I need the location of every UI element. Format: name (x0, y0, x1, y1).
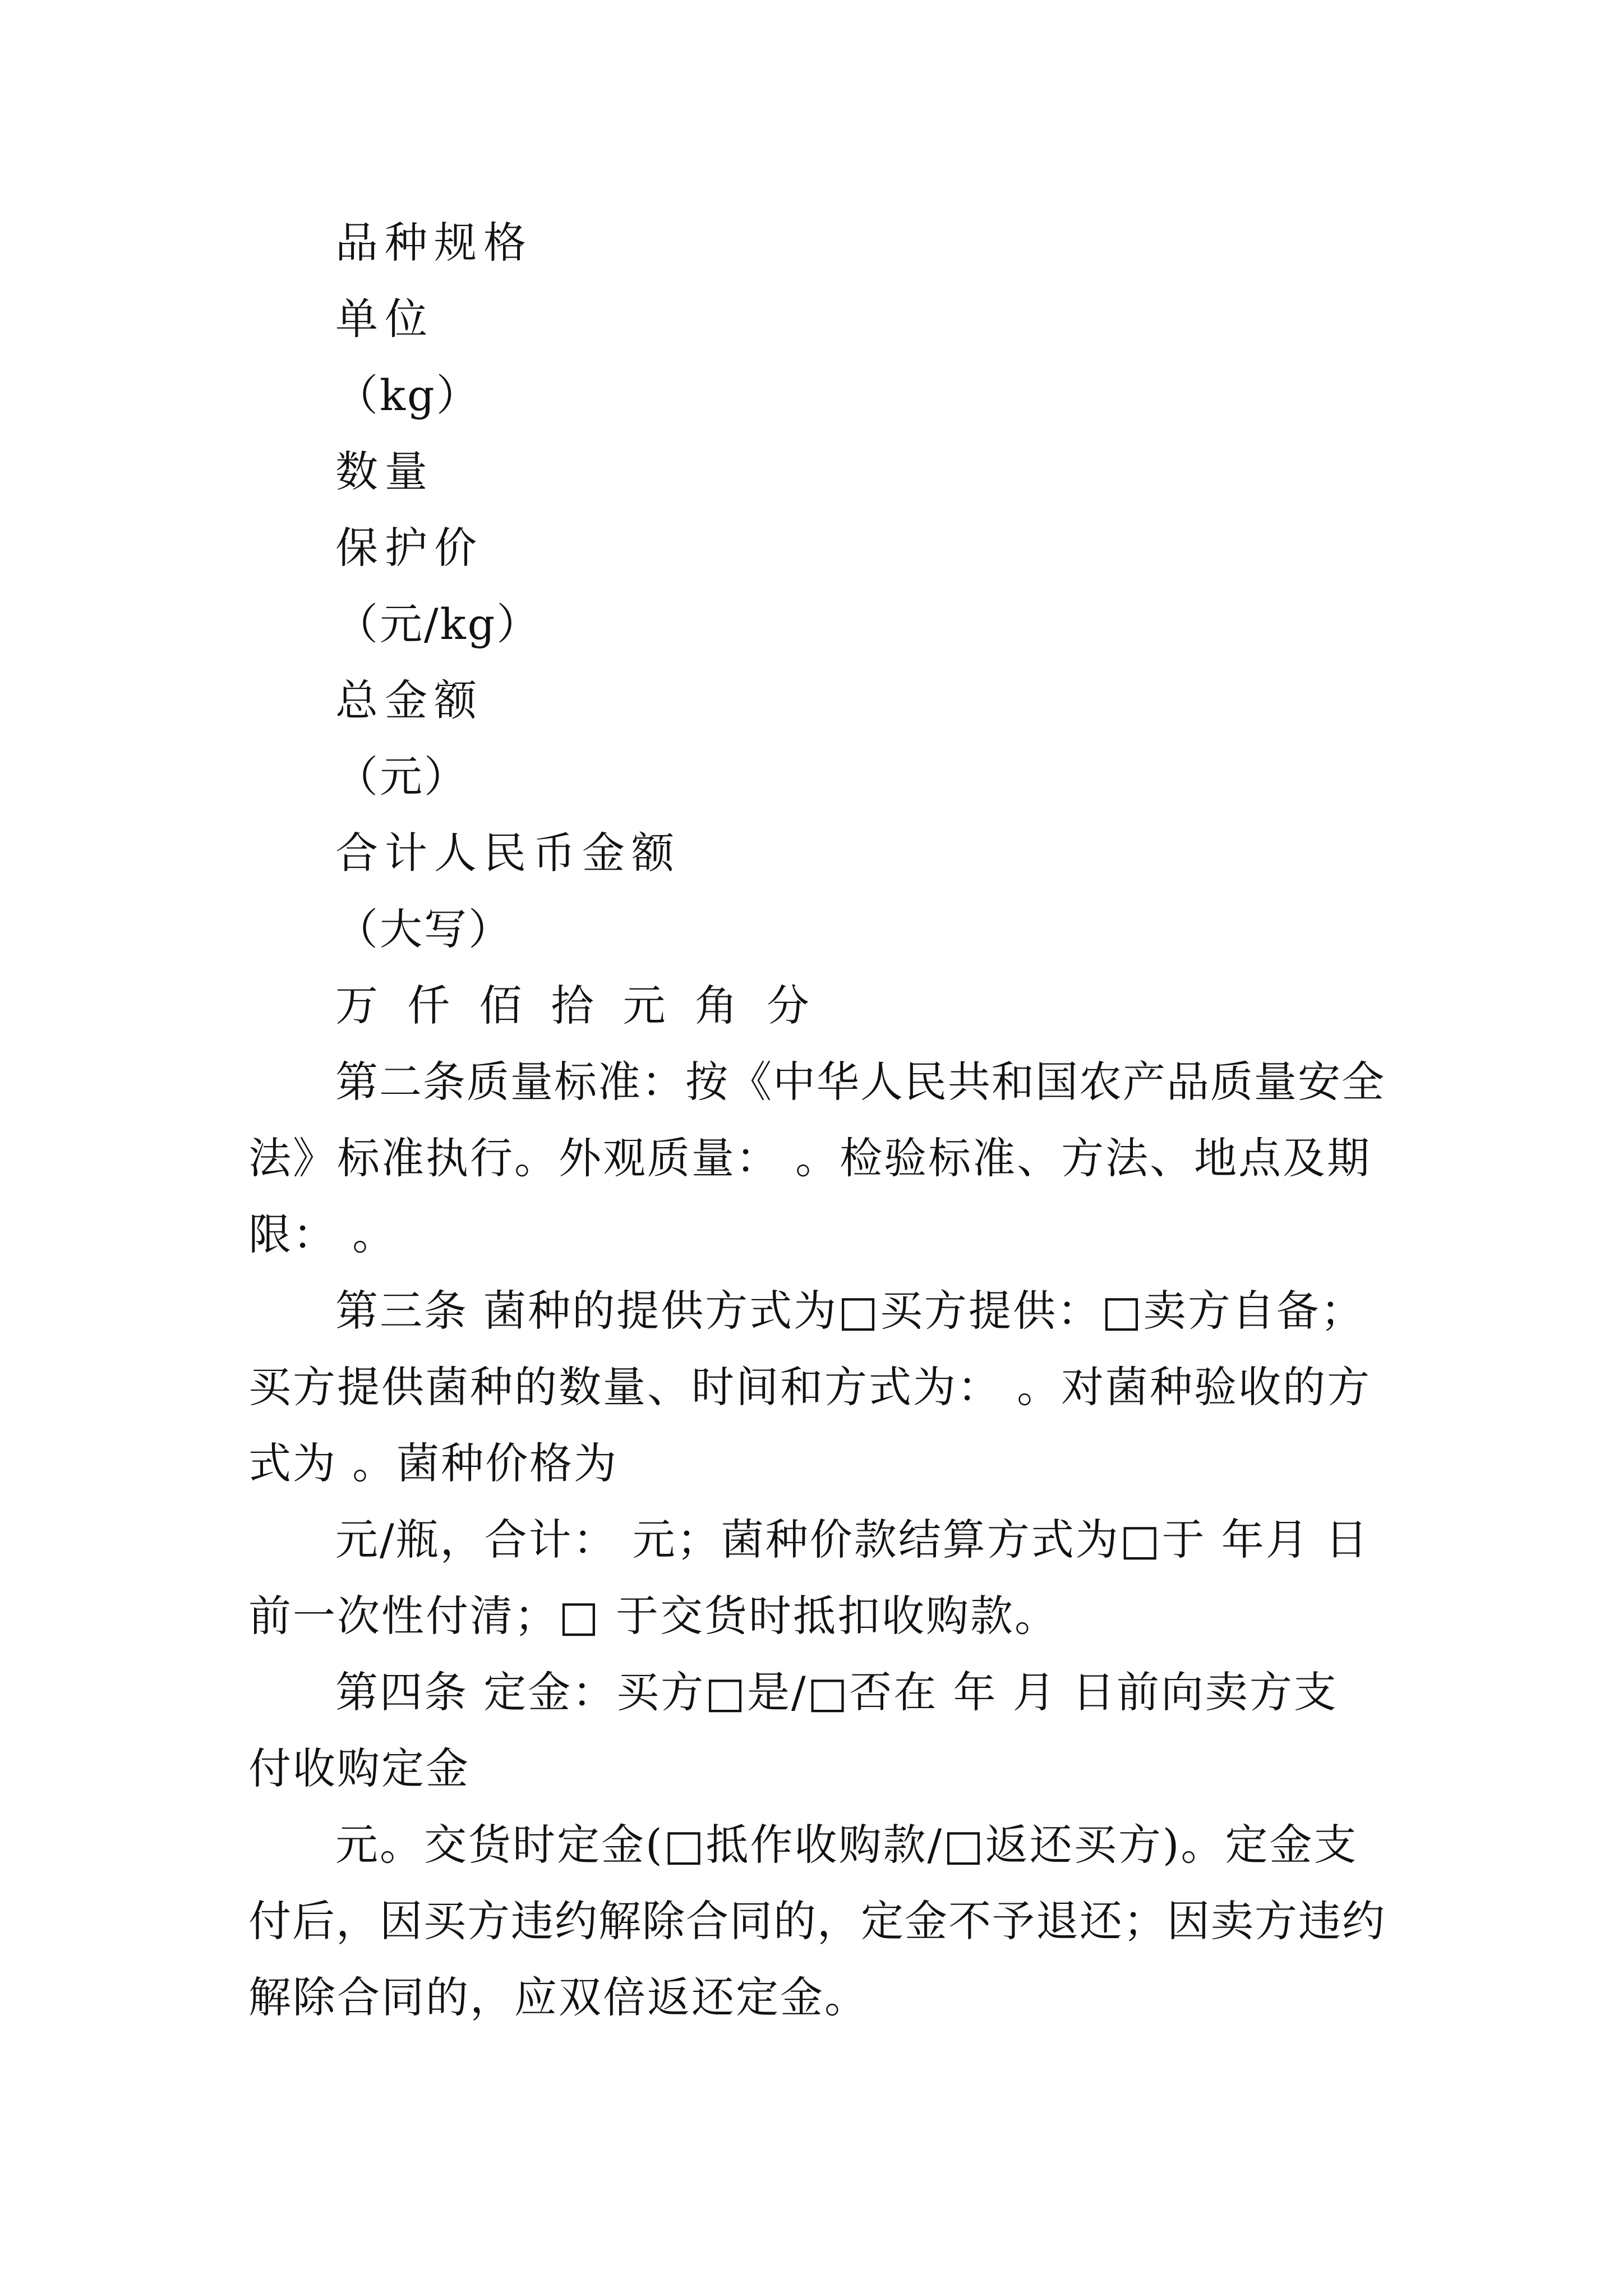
article4-line1: 第四条 定金：买方□是/□否在 年 月 日前向卖方支 (335, 1667, 1338, 1717)
article2-line1: 第二条质量标准：按《中华人民共和国农产品质量安全 (335, 1057, 1385, 1107)
item-protection-price: 保护价 (335, 523, 483, 573)
article3-line5: 前一次性付清；□ 于交货时抵扣收购款。 (248, 1591, 1059, 1641)
item-price-unit: （元/kg） (335, 599, 541, 649)
article4-line4: 付后，因买方违约解除合同的，定金不予退还；因卖方违约 (248, 1896, 1386, 1946)
item-unit: 单位 (335, 294, 434, 344)
article3-line3: 式为 。菌种价格为 (248, 1438, 619, 1488)
article3-line1: 第三条 菌种的提供方式为□买方提供：□卖方自备； (335, 1286, 1365, 1336)
article2-line3: 限： 。 (248, 1209, 397, 1259)
amount-units-row: 万 仟 佰 拾 元 角 分 (335, 981, 817, 1030)
article4-line3: 元。交货时定金(□抵作收购款/□返还买方)。定金支 (335, 1820, 1358, 1870)
article3-line4: 元/瓶，合计： 元；菌种价款结算方式为□于 年月 日 (335, 1515, 1370, 1565)
item-quantity: 数量 (335, 447, 434, 496)
item-total-amount: 总金额 (335, 675, 483, 725)
item-total-unit: （元） (335, 752, 468, 802)
item-capitalized: （大写） (335, 904, 513, 954)
item-variety-spec: 品种规格 (335, 218, 533, 268)
article4-line2: 付收购定金 (248, 1743, 470, 1793)
item-unit-kg: （kg） (335, 370, 481, 420)
article3-line2: 买方提供菌种的数量、时间和方式为： 。对菌种验收的方 (248, 1362, 1372, 1412)
article4-line5: 解除合同的，应双倍返还定金。 (248, 1972, 869, 2022)
article2-line2: 法》标准执行。外观质量： 。检验标准、方法、地点及期 (248, 1133, 1372, 1183)
item-rmb-total: 合计人民币金额 (335, 828, 681, 878)
